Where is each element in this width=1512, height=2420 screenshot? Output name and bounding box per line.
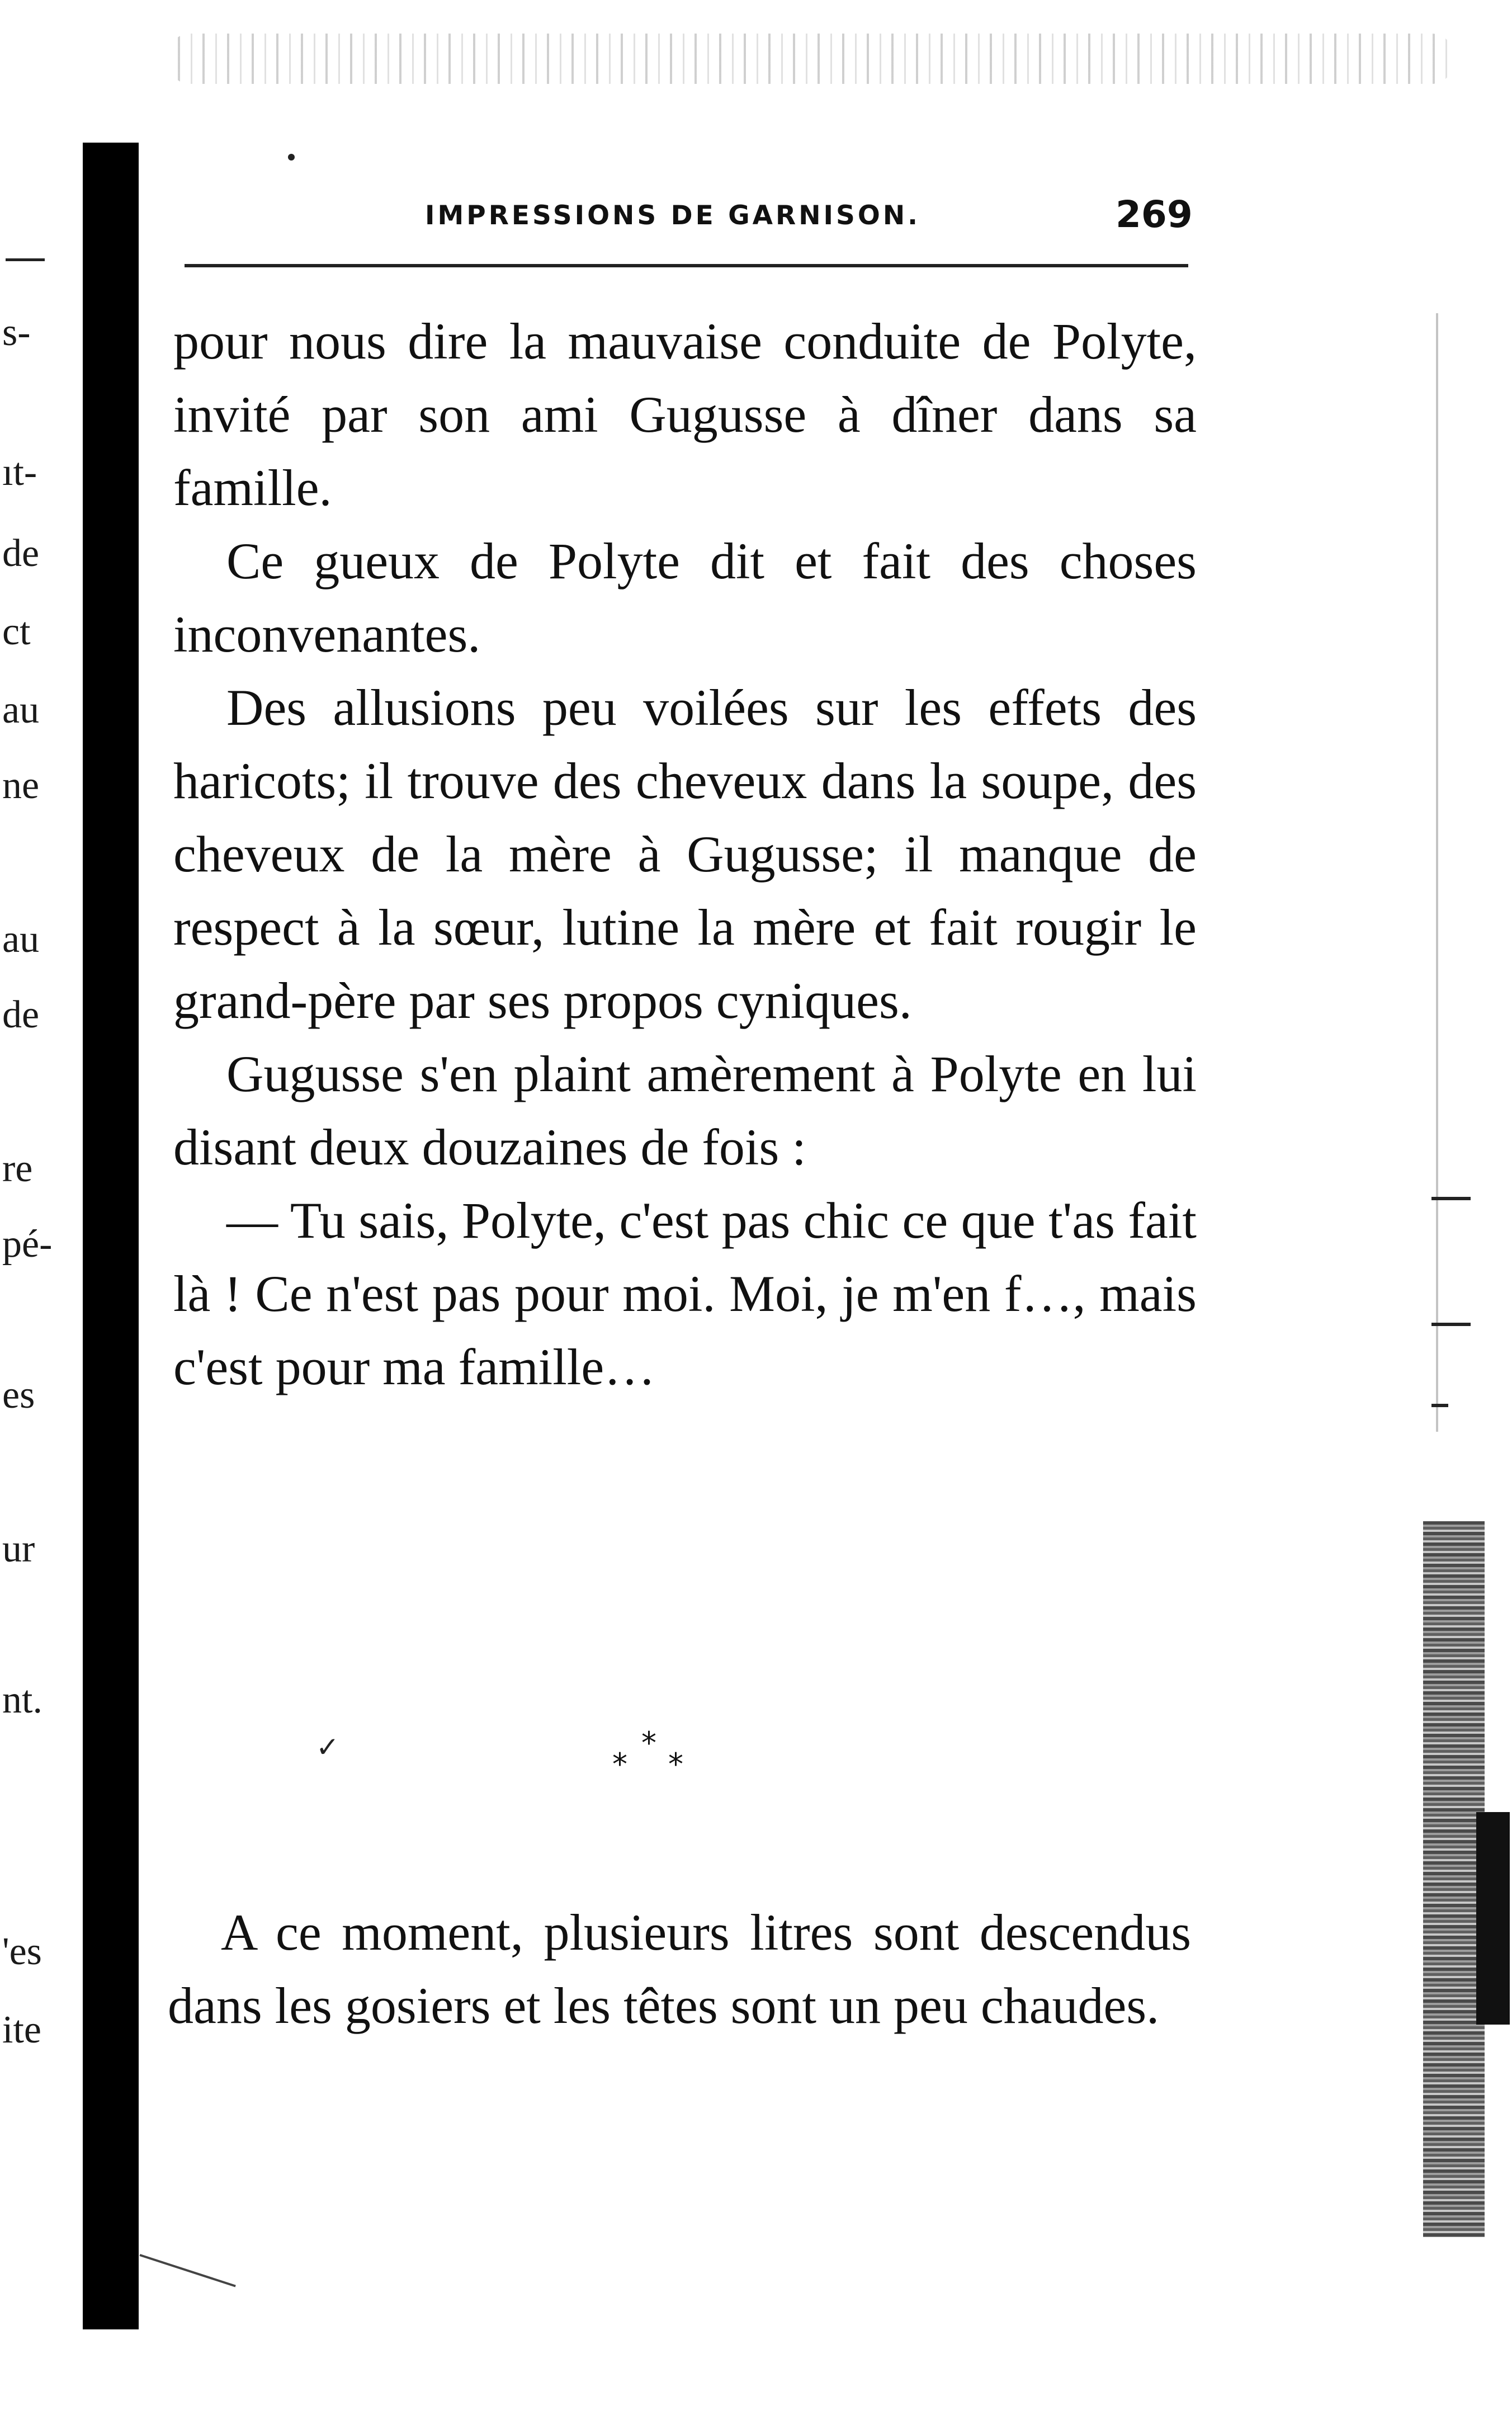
page-number: 269 — [1116, 193, 1193, 236]
margin-fragment: 'es — [2, 1930, 42, 1973]
right-edge-block — [1476, 1812, 1510, 2025]
paragraph: Ce gueux de Polyte dit et fait des choses inconvenantes. — [173, 532, 1197, 663]
stray-mark: ✓ — [316, 1731, 339, 1763]
body-text — [173, 305, 1197, 1404]
paragraph: Gugusse s'en plaint amèrement à Polyte en lui disant deux douzaines de fois : — [173, 1045, 1197, 1176]
closing-paragraph: A ce moment, plusieurs litres sont descendus dans les gosiers et les têtes sont un peu chaudes. — [168, 1904, 1191, 2034]
margin-fragment: es — [2, 1374, 35, 1417]
margin-fragment: au — [2, 918, 40, 961]
section-asterism — [612, 1725, 691, 1787]
closing-text — [168, 1896, 1191, 2042]
margin-fragment: pé- — [2, 1223, 53, 1266]
asterisk-top: * — [641, 1725, 656, 1761]
asterisk-left: * — [612, 1747, 627, 1782]
margin-fragment: nt. — [2, 1678, 42, 1721]
asterisk-right: * — [668, 1747, 683, 1782]
scan-noise-top — [168, 34, 1454, 84]
paragraph: Des allusions peu voilées sur les effets des haricots; il trouve des cheveux dans la soupe, des cheveux de la mère à Gugusse; il manque de respect à la sœur, lutine la mère et fait rougir le grand-père par ses propos cyniques. — [173, 679, 1197, 1029]
margin-fragment: re — [2, 1147, 33, 1190]
stray-line — [139, 2254, 235, 2287]
fragment-dash — [6, 258, 45, 261]
binding-shadow — [83, 143, 139, 2329]
paragraph: pour nous dire la mauvaise conduite de Polyte, invité par son ami Gugusse à dîner dans sa famille. — [173, 313, 1197, 516]
margin-fragment: ct — [2, 610, 31, 653]
margin-fragment: de — [2, 993, 40, 1036]
margin-fragment: ıt- — [2, 451, 37, 494]
right-edge-noise — [1423, 1521, 1485, 2237]
margin-fragment: ne — [2, 764, 40, 807]
right-edge-tick — [1431, 1197, 1471, 1200]
margin-fragment: s- — [2, 311, 31, 354]
margin-fragment: de — [2, 532, 40, 575]
margin-fragment: au — [2, 688, 40, 732]
margin-fragment: ur — [2, 1527, 35, 1570]
paragraph: — Tu sais, Polyte, c'est pas chic ce que t'as fait là ! Ce n'est pas pour moi. Moi, je m'en f…, mais c'est pour ma famille… — [173, 1192, 1197, 1395]
stray-dot — [288, 154, 295, 161]
running-title: IMPRESSIONS DE GARNISON. — [425, 200, 921, 231]
right-edge-tick — [1431, 1323, 1471, 1326]
right-edge-tick — [1431, 1404, 1448, 1407]
facing-page-margin — [0, 0, 73, 2420]
right-edge-line — [1436, 313, 1438, 1432]
margin-fragment: ite — [2, 2008, 41, 2051]
header-rule — [185, 264, 1188, 267]
